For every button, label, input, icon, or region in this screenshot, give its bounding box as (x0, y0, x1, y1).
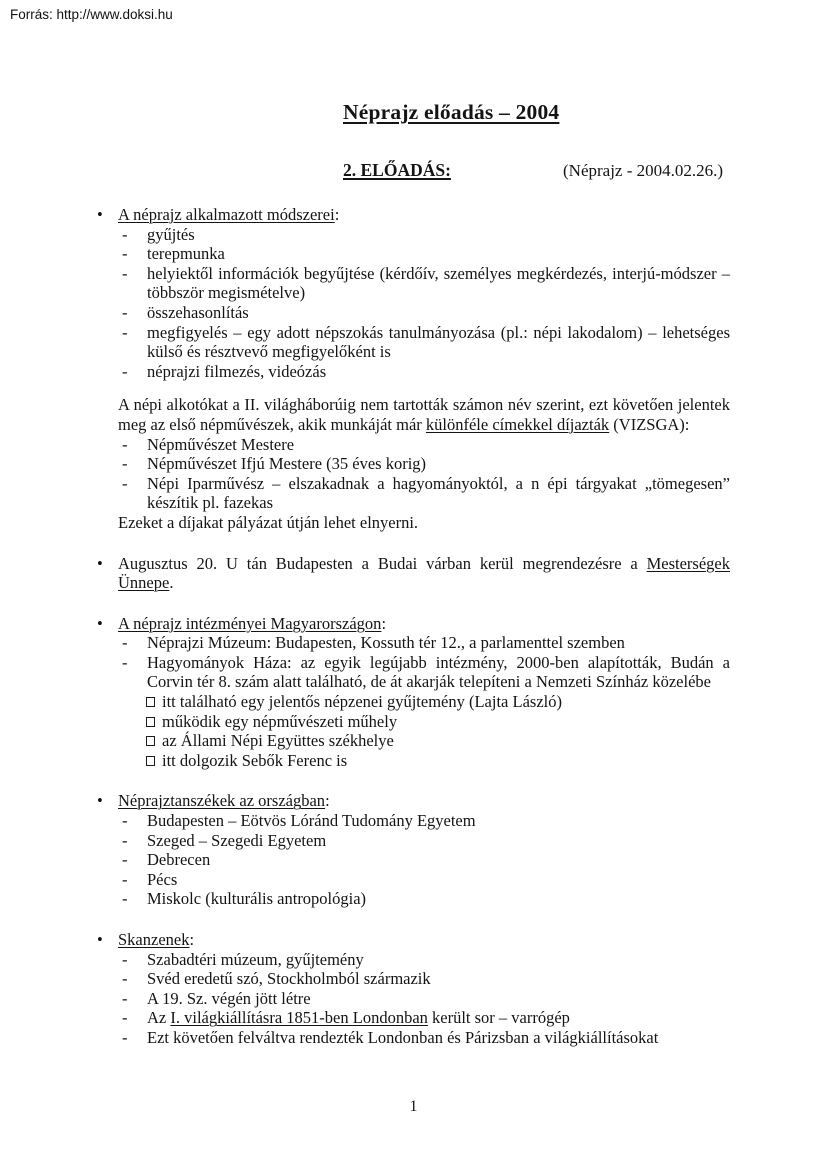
list-item: - Hagyományok Háza: az egyik legújabb intézmény, 2000-ben alapították, Budán a Corvin tér 8. szám alatt található, de át akarják telepíteni a Nemzeti Színház közelébe (122, 652, 730, 692)
list-item: - Svéd eredetű szó, Stockholmból származik (122, 969, 431, 989)
dash-icon: - (122, 302, 128, 322)
page-number: 1 (409, 1098, 418, 1115)
dash-icon: - (122, 1027, 128, 1047)
dash-icon: - (122, 633, 128, 653)
list-item: - Budapesten – Eötvös Lóránd Tudomány Egyetem (122, 811, 476, 831)
dash-icon: - (122, 830, 128, 850)
list-item: - Népművészet Mestere (122, 434, 295, 454)
section-heading: • A néprajz intézményei Magyarországon: (97, 613, 387, 633)
dash-icon: - (122, 988, 128, 1008)
section-heading: • A néprajz alkalmazott módszerei: (97, 205, 340, 224)
source-note: Forrás: http://www.doksi.hu (10, 7, 173, 22)
list-item: - Miskolc (kulturális antropológia) (122, 889, 367, 909)
list-item: - megfigyelés – egy adott népszokás tanulmányozása (pl.: népi lakodalom) – lehetséges külső és résztvevő megfigyelőként is (122, 322, 730, 362)
sub-list-item: az Állami Népi Együttes székhelye (145, 731, 730, 751)
dash-icon: - (122, 969, 128, 989)
section-departments (97, 791, 730, 909)
list-item: - Ezt követően felváltva rendezték Londonban és Párizsban a világkiállításokat (122, 1027, 659, 1047)
dash-icon: - (122, 322, 128, 342)
list-item: - A 19. Sz. végén jött létre (122, 988, 311, 1008)
page-title: Néprajz előadás – 2004 (343, 100, 560, 124)
sub-list-item: itt található egy jelentős népzenei gyűjtemény (Lajta László) (145, 692, 730, 712)
list-item: - Debrecen (122, 850, 211, 870)
bullet-icon: • (97, 553, 103, 573)
list-item: - terepmunka (122, 244, 225, 264)
dash-icon: - (122, 244, 128, 264)
bullet-icon: • (97, 613, 103, 633)
bullet-icon: • (97, 791, 103, 811)
section-institutions (97, 614, 730, 771)
closing-line: Ezeket a díjakat pályázat útján lehet elnyerni. (118, 512, 419, 532)
bullet-icon: • (97, 205, 103, 224)
dash-icon: - (122, 454, 128, 474)
list-item: - helyiektől információk begyűjtése (kérdőív, személyes megkérdezés, interjú-módszer – többször megismételve) (122, 263, 730, 303)
document-body (97, 205, 730, 1048)
list-item: - néprajzi filmezés, videózás (122, 361, 327, 381)
dash-icon: - (122, 869, 128, 889)
list-item: - Néprajzi Múzeum: Budapesten, Kossuth tér 12., a parlamenttel szemben (122, 633, 625, 653)
section-methods (97, 205, 730, 533)
dash-icon: - (122, 949, 128, 969)
dash-icon: - (122, 1008, 128, 1028)
dash-icon: - (122, 473, 128, 493)
sub-list-item: itt dolgozik Sebők Ferenc is (145, 751, 730, 771)
dash-icon: - (122, 811, 128, 831)
section-august-festival (97, 554, 730, 593)
square-bullet-icon (146, 697, 155, 707)
dash-icon: - (122, 434, 128, 454)
square-bullet-icon (146, 736, 155, 746)
list-item: - Népművészet Ifjú Mestere (35 éves korig) (122, 454, 427, 474)
list-item: - Szabadtéri múzeum, gyűjtemény (122, 949, 364, 969)
lecture-number: 2. ELŐADÁS: (343, 160, 451, 180)
square-bullet-icon (146, 756, 155, 766)
list-item: - összehasonlítás (122, 302, 249, 322)
bullet-paragraph: • Augusztus 20. U tán Budapesten a Budai várban kerül megrendezésre a Mesterségek Ünnepe. (97, 553, 730, 593)
list-item: - Az I. világkiállításra 1851-ben Londonban került sor – varrógép (122, 1008, 570, 1028)
section-heading: • Skanzenek: (97, 930, 195, 949)
dash-icon: - (122, 652, 128, 672)
lecture-date: (Néprajz - 2004.02.26.) (563, 161, 724, 180)
body-paragraph: A népi alkotókat a II. világháborúig nem tartották számon név szerint, ezt követően jelentek meg az első népművészek, akik munkáját már különféle címekkel díjazták (VIZSGA): (118, 395, 730, 434)
dash-icon: - (122, 889, 128, 909)
square-bullet-icon (146, 717, 155, 727)
sub-list-item: működik egy népművészeti műhely (145, 712, 730, 732)
list-item: - Szeged – Szegedi Egyetem (122, 830, 327, 850)
dash-icon: - (122, 361, 128, 381)
section-skanzens (97, 930, 730, 1048)
section-heading: • Néprajztanszékek az országban: (97, 791, 330, 811)
dash-icon: - (122, 850, 128, 870)
lecture-header (0, 160, 827, 182)
bullet-icon: • (97, 930, 103, 949)
list-item: - gyűjtés (122, 224, 195, 244)
list-item: - Pécs (122, 869, 178, 889)
list-item: - Népi Iparművész – elszakadnak a hagyományoktól, a n épi tárgyakat „tömegesen” készítik pl. fazekas (122, 473, 730, 513)
dash-icon: - (122, 263, 128, 283)
dash-icon: - (122, 224, 128, 244)
